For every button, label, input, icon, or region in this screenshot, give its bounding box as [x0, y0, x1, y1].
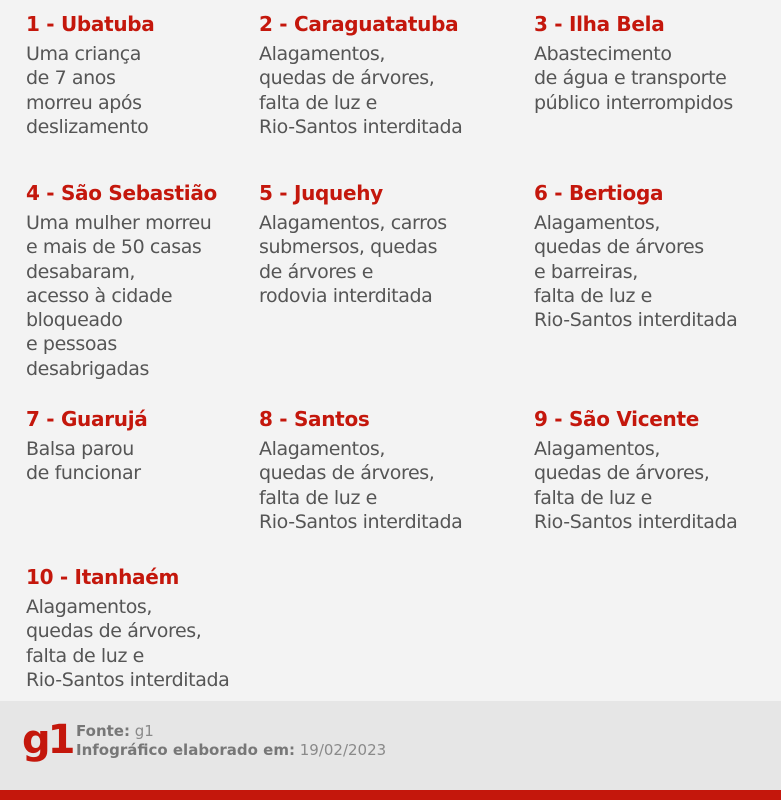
desc-line: desabaram, [26, 260, 135, 283]
city-description [26, 42, 155, 139]
desc-line: rodovia interditada [259, 284, 433, 307]
city-item-santos [259, 407, 462, 534]
source-line [76, 722, 386, 741]
desc-line: Rio-Santos interditada [534, 309, 738, 332]
desc-line: submersos, quedas [259, 236, 438, 259]
city-description [26, 437, 147, 486]
city-description [534, 211, 737, 332]
desc-line: de água e transporte [534, 67, 727, 90]
city-item-ilha-bela [534, 12, 733, 115]
desc-line: Abastecimento [534, 43, 672, 65]
city-title: 7 - Guarujá [26, 407, 148, 431]
city-title: 4 - São Sebastião [26, 181, 217, 205]
desc-line: Rio-Santos interditada [26, 668, 230, 691]
source-value: g1 [134, 722, 154, 740]
desc-line: Alagamentos, [26, 596, 153, 618]
city-description [534, 42, 733, 115]
desc-line: Alagamentos, [259, 438, 386, 460]
city-title: 8 - Santos [259, 407, 370, 431]
desc-line: de funcionar [26, 462, 141, 485]
city-item-guaruja [26, 407, 147, 486]
desc-line: quedas de árvores, [26, 620, 202, 643]
city-title: 6 - Bertioga [534, 181, 664, 205]
city-item-sao-vicente [534, 407, 737, 534]
city-item-itanhaem [26, 565, 229, 692]
footer-accent-bar [0, 790, 781, 800]
date-line [76, 741, 386, 760]
desc-line: público interrompidos [534, 91, 733, 114]
desc-line: falta de luz e [534, 486, 652, 509]
city-description [259, 42, 462, 139]
city-item-juquehy [259, 181, 447, 308]
city-title: 1 - Ubatuba [26, 12, 155, 36]
date-label: Infográfico elaborado em: [76, 741, 295, 759]
desc-line: de 7 anos [26, 67, 116, 90]
desc-line: deslizamento [26, 115, 149, 138]
desc-line: Uma criança [26, 43, 142, 65]
desc-line: Alagamentos, [534, 438, 661, 460]
desc-line: e pessoas [26, 333, 117, 356]
city-item-caraguatatuba [259, 12, 462, 139]
g1-logo: g1 [22, 717, 73, 763]
city-item-sao-sebastiao [26, 181, 217, 381]
desc-line: Alagamentos, [534, 212, 661, 234]
footer [0, 701, 781, 800]
city-title: 5 - Juquehy [259, 181, 383, 205]
desc-line: de árvores e [259, 260, 374, 283]
desc-line: falta de luz e [259, 91, 377, 114]
city-description [26, 595, 229, 692]
city-description [26, 211, 217, 381]
source-label: Fonte: [76, 722, 130, 740]
city-title: 2 - Caraguatatuba [259, 12, 459, 36]
desc-line: quedas de árvores, [259, 67, 435, 90]
desc-line: falta de luz e [534, 284, 652, 307]
desc-line: Alagamentos, [259, 43, 386, 65]
desc-line: Alagamentos, carros [259, 212, 447, 234]
desc-line: Balsa parou [26, 438, 134, 460]
city-description [259, 211, 447, 308]
desc-line: quedas de árvores [534, 236, 704, 259]
desc-line: e mais de 50 casas [26, 236, 202, 259]
city-item-ubatuba [26, 12, 155, 139]
desc-line: Rio-Santos interditada [259, 115, 463, 138]
desc-line: morreu após [26, 91, 142, 114]
city-item-bertioga [534, 181, 737, 332]
desc-line: quedas de árvores, [259, 462, 435, 485]
city-description [259, 437, 462, 534]
desc-line: acesso à cidade [26, 284, 173, 307]
source-credits [76, 722, 386, 760]
city-title: 3 - Ilha Bela [534, 12, 665, 36]
date-value: 19/02/2023 [299, 741, 387, 759]
desc-line: quedas de árvores, [534, 462, 710, 485]
desc-line: bloqueado [26, 309, 123, 332]
desc-line: Rio-Santos interditada [534, 510, 738, 533]
city-description [534, 437, 737, 534]
desc-line: desabrigadas [26, 357, 149, 380]
desc-line: falta de luz e [26, 644, 144, 667]
desc-line: falta de luz e [259, 486, 377, 509]
city-title: 10 - Itanhaém [26, 565, 180, 589]
city-title: 9 - São Vicente [534, 407, 700, 431]
desc-line: e barreiras, [534, 260, 638, 283]
desc-line: Rio-Santos interditada [259, 510, 463, 533]
desc-line: Uma mulher morreu [26, 212, 212, 234]
